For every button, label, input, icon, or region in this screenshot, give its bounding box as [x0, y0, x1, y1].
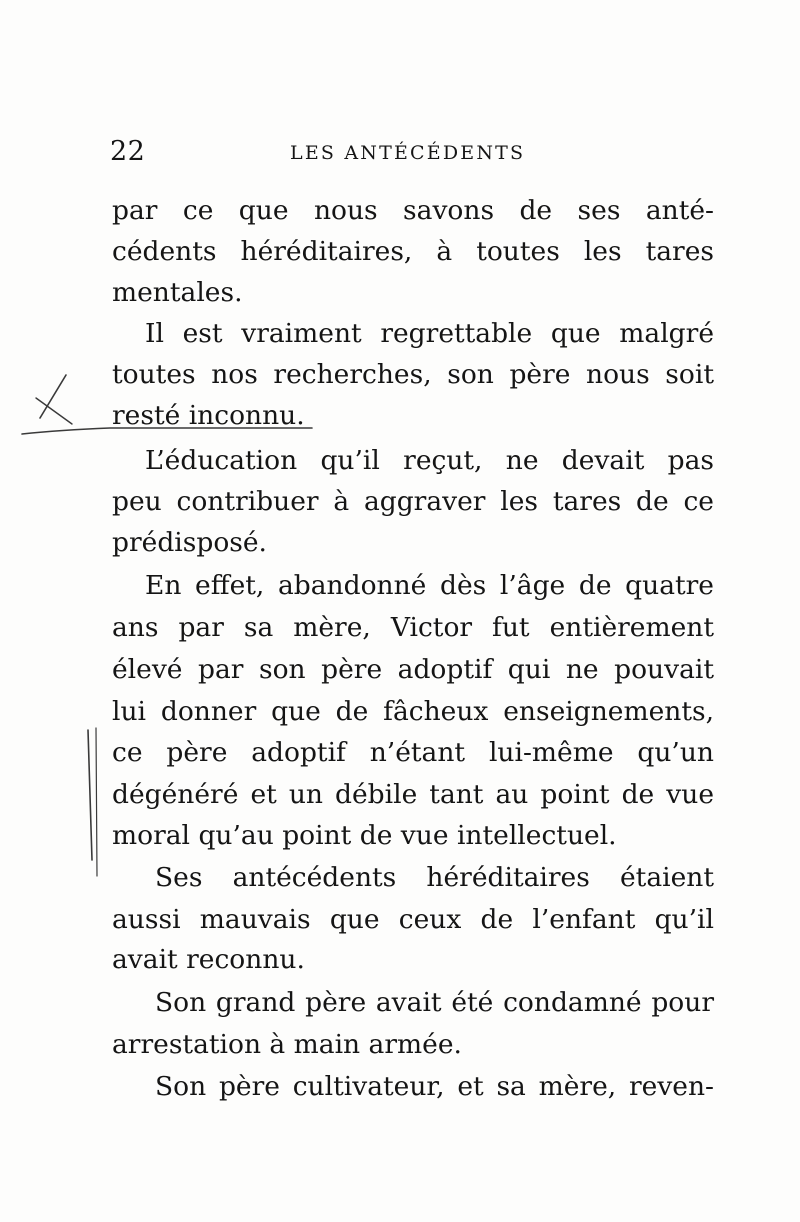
text-line: avait reconnu.	[112, 944, 305, 975]
sidebar-line-mark	[96, 728, 97, 876]
text-line: Ses antécédents héréditaires étaient	[155, 862, 714, 893]
text-line: En effet, abandonné dès l’âge de quatre	[145, 570, 714, 601]
text-line: dégénéré et un débile tant au point de vue	[112, 779, 714, 810]
text-line: Son grand père avait été condamné pour	[155, 987, 714, 1018]
sidebar-line-mark	[88, 730, 92, 860]
text-line: par ce que nous savons de ses anté-	[112, 195, 714, 226]
text-line: mentales.	[112, 277, 243, 308]
running-head: LES ANTÉCÉDENTS	[290, 142, 526, 164]
text-line: ans par sa mère, Victor fut entièrement	[112, 612, 714, 643]
text-line: moral qu’au point de vue intellectuel.	[112, 820, 617, 851]
text-line: élevé par son père adoptif qui ne pouvait	[112, 654, 714, 685]
text-line: arrestation à main armée.	[112, 1029, 462, 1060]
text-line: Il est vraiment regrettable que malgré	[145, 318, 714, 349]
margin-tick-mark-cross	[36, 398, 72, 424]
page-number: 22	[110, 136, 146, 167]
text-line: ce père adoptif n’étant lui-même qu’un	[112, 737, 714, 768]
text-line: prédisposé.	[112, 527, 267, 558]
text-line: aussi mauvais que ceux de l’enfant qu’il	[112, 904, 714, 935]
text-line: L’éducation qu’il reçut, ne devait pas	[145, 445, 714, 476]
text-line: lui donner que de fâcheux enseignements,	[112, 696, 714, 727]
text-line: toutes nos recherches, son père nous soit	[112, 359, 714, 390]
text-line: cédents héréditaires, à toutes les tares	[112, 236, 714, 267]
text-line: Son père cultivateur, et sa mère, reven-	[155, 1071, 714, 1102]
text-line-underlined: resté inconnu.	[112, 400, 305, 431]
text-line: peu contribuer à aggraver les tares de ce	[112, 486, 714, 517]
margin-tick-mark	[40, 375, 66, 418]
